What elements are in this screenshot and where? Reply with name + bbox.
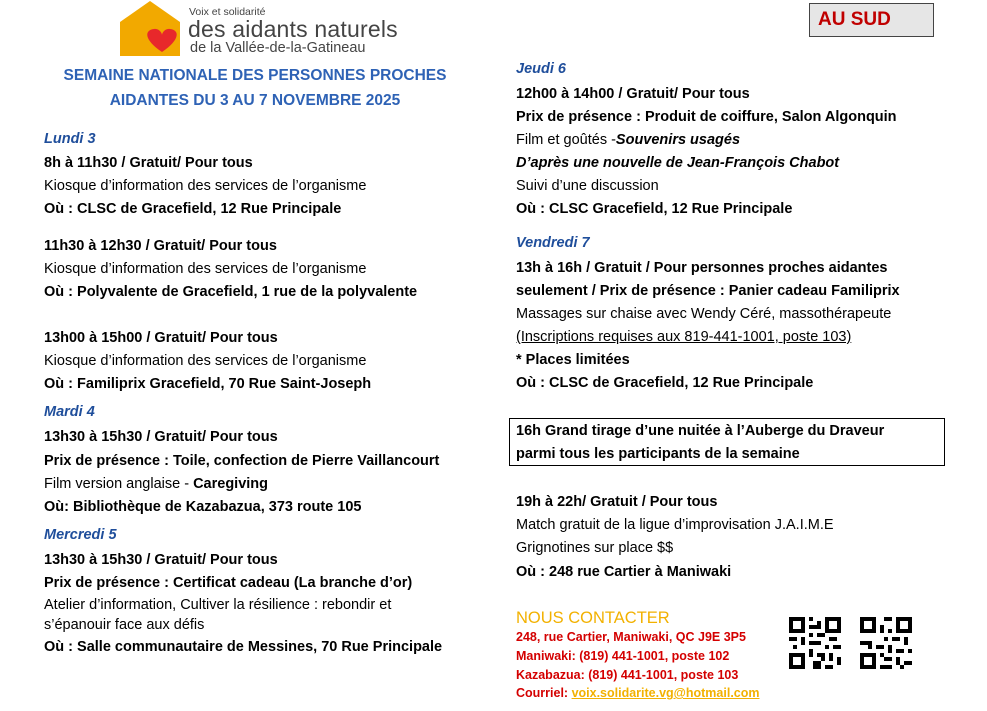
day-heading-mardi: Mardi 4 — [44, 404, 95, 420]
event-location: Où : CLSC de Gracefield, 12 Rue Principale — [44, 201, 342, 217]
qr-code-icon — [789, 617, 841, 669]
contact-email-label: Courriel: — [516, 686, 572, 700]
day-heading-lundi: Lundi 3 — [44, 131, 96, 147]
organization-logo — [118, 0, 418, 58]
event-time: 13h30 à 15h30 / Gratuit/ Pour tous — [44, 429, 278, 445]
film-title: Caregiving — [193, 476, 269, 492]
film-prefix: Film version anglaise - — [44, 476, 194, 492]
event-prize: Prix de présence : Toile, confection de Pierre Vaillancourt — [44, 453, 440, 469]
event-description: Atelier d’information, Cultiver la résilience : rebondir et — [44, 597, 392, 613]
grand-draw-line2: parmi tous les participants de la semaine — [516, 446, 800, 462]
event-time: 11h30 à 12h30 / Gratuit/ Pour tous — [44, 238, 277, 254]
film-title: Souvenirs usagés — [615, 132, 741, 148]
logo-text-line2: des aidants naturels — [188, 16, 398, 42]
registration-note-text: (Inscriptions requises aux 819-441-1001, poste 103) — [516, 329, 852, 345]
event-time-cont: seulement / Prix de présence : Panier cadeau Familiprix — [516, 283, 900, 299]
event-location: Où : Polyvalente de Gracefield, 1 rue de la polyvalente — [44, 284, 418, 300]
event-location: Où: Bibliothèque de Kazabazua, 373 route 105 — [44, 499, 362, 515]
region-badge: AU SUD — [809, 3, 934, 37]
film-source: D’après une nouvelle de Jean-François Chabot — [516, 155, 840, 171]
event-time: 13h30 à 15h30 / Gratuit/ Pour tous — [44, 552, 278, 568]
event-location: Où : Familiprix Gracefield, 70 Rue Saint-Joseph — [44, 376, 372, 392]
event-description-cont: s’épanouir face aux défis — [44, 617, 205, 633]
event-description: Massages sur chaise avec Wendy Céré, massothérapeute — [516, 306, 892, 322]
event-film — [516, 130, 740, 150]
contact-title: NOUS CONTACTER — [516, 609, 670, 627]
logo-text-line1: Voix et solidarité — [189, 6, 266, 18]
film-prefix: Film et goûtés - — [516, 132, 616, 148]
contact-phone-kazabazua: Kazabazua: (819) 441-1001, poste 103 — [516, 668, 739, 682]
qr-code-icon — [860, 617, 912, 669]
event-time: 19h à 22h/ Gratuit / Pour tous — [516, 494, 718, 510]
contact-phone-maniwaki: Maniwaki: (819) 441-1001, poste 102 — [516, 649, 730, 663]
event-location: Où : CLSC Gracefield, 12 Rue Principale — [516, 201, 793, 217]
registration-note — [516, 327, 851, 347]
event-location: Où : CLSC de Gracefield, 12 Rue Principale — [516, 375, 814, 391]
event-prize: Prix de présence : Certificat cadeau (La branche d’or) — [44, 575, 413, 591]
page-title-line2: AIDANTES DU 3 AU 7 NOVEMBRE 2025 — [109, 92, 401, 109]
day-heading-jeudi: Jeudi 6 — [516, 61, 566, 77]
event-description: Kiosque d’information des services de l’organisme — [44, 353, 367, 369]
event-description: Kiosque d’information des services de l’organisme — [44, 261, 367, 277]
grand-draw-line1: 16h Grand tirage d’une nuitée à l’Auberge du Draveur — [516, 423, 885, 439]
event-time: 13h à 16h / Gratuit / Pour personnes proches aidantes — [516, 260, 888, 276]
event-description: Suivi d’une discussion — [516, 178, 659, 194]
event-description-cont: Grignotines sur place $$ — [516, 540, 674, 556]
limited-places-note: * Places limitées — [516, 352, 630, 368]
event-time: 12h00 à 14h00 / Gratuit/ Pour tous — [516, 86, 750, 102]
event-description: Match gratuit de la ligue d’improvisation J.A.I.M.E — [516, 517, 834, 533]
day-heading-mercredi: Mercredi 5 — [44, 527, 117, 543]
event-time: 8h à 11h30 / Gratuit/ Pour tous — [44, 155, 253, 171]
event-location: Où : 248 rue Cartier à Maniwaki — [516, 564, 732, 580]
event-description: Kiosque d’information des services de l’organisme — [44, 178, 367, 194]
page-title-line1: SEMAINE NATIONALE DES PERSONNES PROCHES — [63, 67, 447, 84]
event-film — [44, 474, 268, 494]
house-heart-icon — [118, 0, 182, 58]
contact-address: 248, rue Cartier, Maniwaki, QC J9E 3P5 — [516, 630, 746, 644]
event-prize: Prix de présence : Produit de coiffure, Salon Algonquin — [516, 109, 897, 125]
day-heading-vendredi: Vendredi 7 — [516, 235, 590, 251]
event-time: 13h00 à 15h00 / Gratuit/ Pour tous — [44, 330, 278, 346]
event-location: Où : Salle communautaire de Messines, 70 Rue Principale — [44, 639, 443, 655]
contact-email-link[interactable]: voix.solidarite.vg@hotmail.com — [571, 686, 760, 700]
contact-email-row — [516, 684, 760, 703]
logo-text-line3: de la Vallée-de-la-Gatineau — [190, 40, 366, 56]
